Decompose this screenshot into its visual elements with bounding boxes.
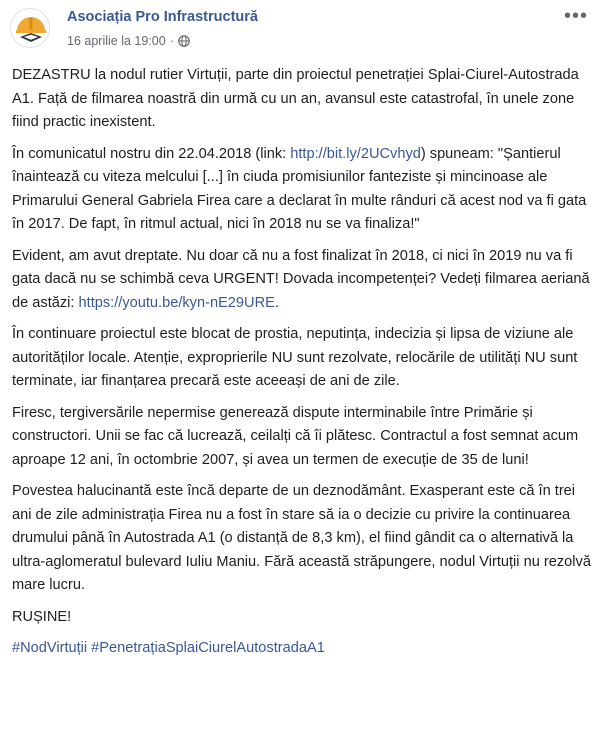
meta-separator: ·: [169, 34, 174, 48]
post-meta: [67, 34, 190, 48]
paragraph-2-text-b: ) spuneam: "Șantierul înaintează cu viteza melcului [...] în ciuda promisiunilor fanteziste și mincinoase ale Primarului General Gabriela Firea care a declarat în multe rânduri că acest nod va fi gata în 2017. De fapt, în ritmul actual, nici în 2018 nu se va finaliza!": [12, 145, 587, 232]
paragraph-7: RUȘINE!: [12, 608, 72, 625]
hashtag-nodvirtutii[interactable]: #NodVirtuții: [12, 640, 88, 656]
helmet-logo-icon: [11, 9, 50, 48]
youtube-link[interactable]: https://youtu.be/kyn-nE29URE: [78, 294, 275, 311]
page-avatar[interactable]: [10, 8, 50, 48]
paragraph-2: [12, 143, 592, 237]
paragraph-6: Povestea halucinantă este încă departe de un deznodământ. Exasperant este că în trei ani de zile administrația Firea nu a fost în stare să ia o decizie cu privire la continuarea drumului până în Autostrada A1 (o distanță de 8,3 km), el fiind gândit ca o alternativă la ultra-aglomeratul bulevard Iuliu Maniu. Fără această străpungere, nodul Virtuții nu rezolvă mare lucru.: [12, 483, 591, 593]
paragraph-3-text-b: .: [274, 294, 279, 311]
more-options-icon[interactable]: •••: [563, 5, 588, 27]
paragraph-1: DEZASTRU la nodul rutier Virtuții, parte din proiectul penetrației Splai-Ciurel-Autostrada A1. Față de filmarea noastră din urmă cu un an, avansul este catastrofal, în unele zone fiind practic inexistent.: [12, 67, 579, 130]
hashtags: [12, 637, 592, 661]
paragraph-3: [12, 245, 592, 316]
post-author[interactable]: Asociația Pro Infrastructură: [67, 9, 258, 25]
bitly-link[interactable]: http://bit.ly/2UCvhyd: [290, 145, 421, 162]
paragraph-5: Firesc, tergiversările nepermise generează dispute interminabile între Primărie și constructori. Unii se fac că lucrează, ceilalți că îi plătesc. Contractul a fost semnat acum aproape 12 ani, în octombrie 2007, și avea un termen de execuție de 35 de luni!: [12, 404, 579, 468]
globe-icon[interactable]: [178, 35, 190, 47]
paragraph-2-text-a: În comunicatul nostru din 22.04.2018 (link:: [12, 145, 291, 162]
post-body: [12, 64, 592, 669]
hashtag-penetratia[interactable]: #PenetrațiaSplaiCiurelAutostradaA1: [91, 640, 325, 656]
post-timestamp[interactable]: 16 aprilie la 19:00: [67, 34, 166, 48]
post-header: [0, 0, 600, 60]
paragraph-3-text-a: Evident, am avut dreptate. Nu doar că nu a fost finalizat în 2018, ci nici în 2019 nu va fi gata dacă nu se schimbă ceva URGENT! Dovada incompetenței? Vedeți filmarea aeriană de astăzi:: [12, 247, 590, 311]
paragraph-4: În continuare proiectul este blocat de prostia, neputința, indecizia și lipsa de viziune ale autorităților locale. Atenție, exproprierile NU sunt rezolvate, relocările de utilități NU sunt terminate, iar finanțarea precară este aceeași de ani de zile.: [12, 326, 578, 389]
